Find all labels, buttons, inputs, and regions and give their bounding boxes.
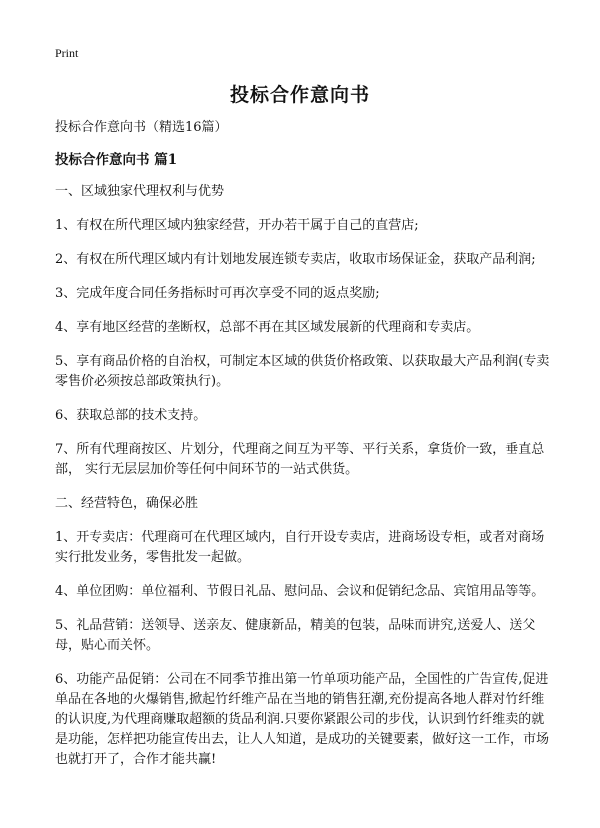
paragraph: 7、所有代理商按区、片划分，代理商之间互为平等、平行关系，拿货价一致，垂直总部， 实行无层层加价等任何中间环节的一站式供货。 [55,442,545,477]
paragraph: 3、完成年度合同任务指标时可再次享受不同的返点奖励; [55,286,380,301]
paragraph: 4、享有地区经营的垄断权，总部不再在其区域发展新的代理商和专卖店。 [55,320,480,335]
paragraph: 1、有权在所代理区域内独家经营，开办若干属于自己的直营店; [55,218,419,233]
document-subtitle: 投标合作意向书（精选16篇） [55,120,228,135]
section-heading: 投标合作意向书 篇1 [55,152,178,168]
paragraph: 2、有权在所代理区域内有计划地发展连锁专卖店，收取市场保证金，获取产品利润; [55,252,536,267]
paragraph: 6、功能产品促销：公司在不同季节推出第一竹单项功能产品，全国性的广告宣传,促进单品在各地的火爆销售,掀起竹纤维产品在当地的销售狂潮,充份提高各地人群对竹纤维的认识度,为代理商赚取超额的货品利润.只要你紧跟公司的步伐，认识到竹纤维卖的就是功能，怎样把功能宣传出去，让人人知道，是成功的关键要素，做好这一工作，市场也就打开了，合作才能共赢! [55,672,550,767]
paragraph: 1、开专卖店：代理商可在代理区域内，自行开设专卖店，进商场设专柜，或者对商场实行批发业务，零售批发一起做。 [55,530,545,565]
paragraph: 5、礼品营销：送领导、送亲友、健康新品，精美的包装，品味而讲究,送爱人、送父母，贴心而关怀。 [55,618,536,653]
paragraph: 6、获取总部的技术支持。 [55,408,207,423]
paragraph: 二、经营特色，确保必胜 [55,496,199,511]
paragraph: 4、单位团购：单位福利、节假日礼品、慰问品、会议和促销纪念品、宾馆用品等等。 [55,584,545,599]
page-title: 投标合作意向书 [229,84,370,106]
print-link[interactable]: Print [55,46,79,60]
document-body [55,118,550,784]
paragraph: 一、区域独家代理权利与优势 [55,184,225,199]
paragraph: 5、享有商品价格的自治权，可制定本区域的供货价格政策、以获取最大产品利润(专卖零售价必须按总部政策执行)。 [55,354,550,389]
